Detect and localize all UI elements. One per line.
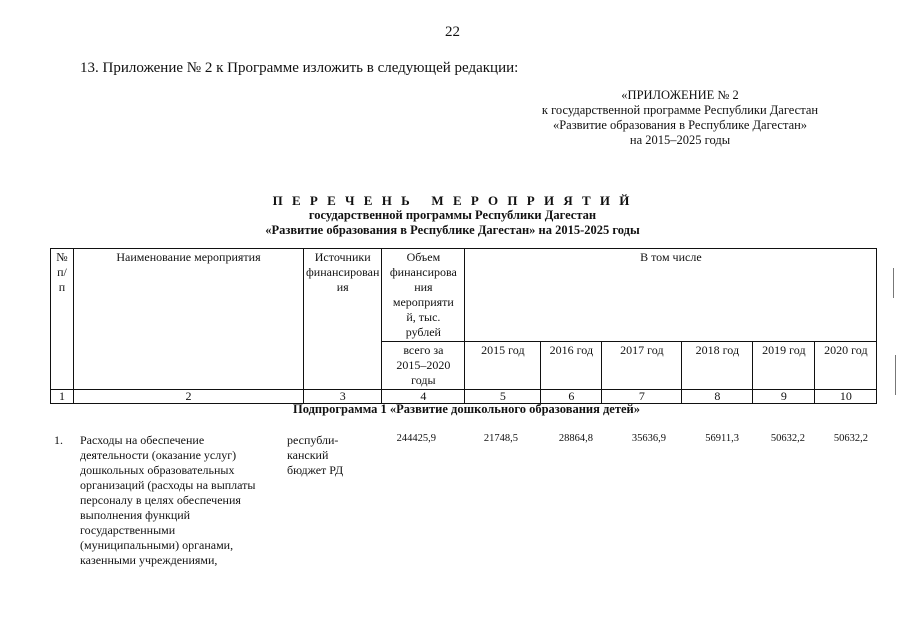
instruction-text: 13. Приложение № 2 к Программе изложить в следующей редакции: bbox=[80, 60, 519, 76]
column-number: 10 bbox=[815, 390, 877, 404]
column-number: 4 bbox=[382, 390, 465, 404]
column-number: 2 bbox=[74, 390, 304, 404]
value-total: 244425,9 bbox=[396, 433, 436, 444]
subprogram-title: Подпрограмма 1 «Развитие дошкольного образования детей» bbox=[293, 402, 640, 416]
header-volume: Объем финансирова ния мероприяти й, тыс. рублей bbox=[382, 249, 465, 342]
value-2017: 35636,9 bbox=[631, 433, 666, 444]
heading-program-name: «Развитие образования в Республике Дагестан» на 2015-2025 годы bbox=[265, 223, 640, 237]
document-heading bbox=[0, 193, 905, 238]
header-year-2020: 2020 год bbox=[815, 342, 877, 390]
heading-subtitle: государственной программы Республики Дагестан bbox=[308, 208, 597, 222]
measure-name: Расходы на обеспечение деятельности (оказание услуг) дошкольных образовательных организаций (расходы на выплаты персоналу в целях обеспечения выполнения функций государственными (муниципальными) органами, казенными учреждениями, bbox=[80, 433, 256, 567]
value-2018: 56911,3 bbox=[705, 433, 739, 444]
measures-table bbox=[50, 248, 877, 404]
financing-source: республи- канский бюджет РД bbox=[287, 433, 344, 477]
appendix-line-3: «Развитие образования в Республике Дагестан» bbox=[552, 118, 808, 132]
header-name: Наименование мероприятия bbox=[74, 249, 304, 390]
appendix-line-1: «ПРИЛОЖЕНИЕ № 2 bbox=[621, 88, 739, 102]
header-total-label: всего за 2015–2020 годы bbox=[382, 342, 465, 390]
column-number: 9 bbox=[753, 390, 815, 404]
value-2016: 28864,8 bbox=[558, 433, 593, 444]
value-2020: 50632,2 bbox=[833, 433, 868, 444]
scan-artifact bbox=[895, 355, 896, 395]
value-2015: 21748,5 bbox=[483, 433, 518, 444]
header-year-2015: 2015 год bbox=[465, 342, 541, 390]
heading-title: П Е Р Е Ч Е Н Ь М Е Р О П Р И Я Т И Й bbox=[272, 193, 633, 208]
appendix-line-2: к государственной программе Республики Дагестан bbox=[541, 103, 819, 117]
header-year-2018: 2018 год bbox=[682, 342, 753, 390]
column-number: 1 bbox=[51, 390, 74, 404]
page-number: 22 bbox=[445, 24, 460, 40]
column-number: 3 bbox=[304, 390, 382, 404]
header-source: Источники финансирован ия bbox=[304, 249, 382, 390]
column-number: 7 bbox=[602, 390, 682, 404]
value-2019: 50632,2 bbox=[770, 433, 805, 444]
column-number: 5 bbox=[465, 390, 541, 404]
header-year-2016: 2016 год bbox=[541, 342, 602, 390]
header-in-total: В том числе bbox=[465, 249, 877, 342]
scan-artifact bbox=[893, 268, 894, 298]
column-number: 8 bbox=[682, 390, 753, 404]
header-year-2017: 2017 год bbox=[602, 342, 682, 390]
header-num: № п/ п bbox=[51, 249, 74, 390]
column-number: 6 bbox=[541, 390, 602, 404]
header-year-2019: 2019 год bbox=[753, 342, 815, 390]
appendix-header bbox=[530, 88, 830, 148]
appendix-line-4: на 2015–2025 годы bbox=[629, 133, 731, 147]
row-number: 1. bbox=[54, 433, 63, 447]
